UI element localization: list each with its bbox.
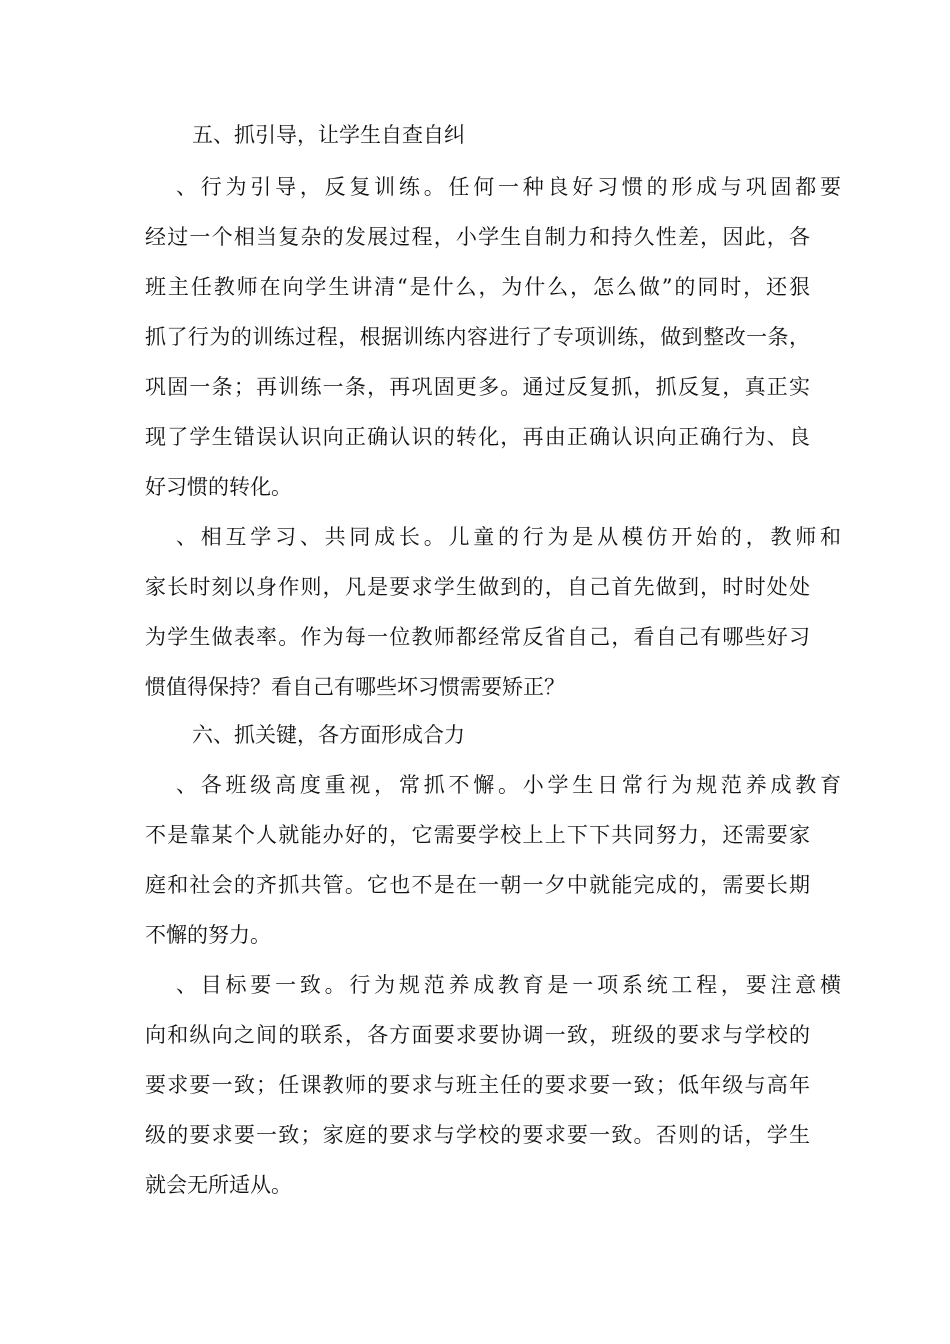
- paragraph-line: 巩固一条；再训练一条，再巩固更多。通过反复抓，抓反复，真正实: [145, 375, 810, 399]
- paragraph-line: 经过一个相当复杂的发展过程，小学生自制力和持久性差，因此，各: [145, 225, 810, 249]
- paragraph-line: 庭和社会的齐抓共管。它也不是在一朝一夕中就能完成的，需要长期: [145, 873, 810, 897]
- paragraph-line: 向和纵向之间的联系，各方面要求要协调一致，班级的要求与学校的: [145, 1023, 810, 1047]
- paragraph-line: 要求要一致；任课教师的要求与班主任的要求要一致；低年级与高年: [145, 1073, 810, 1097]
- paragraph-line: 抓了行为的训练过程，根据训练内容进行了专项训练，做到整改一条，: [145, 325, 810, 349]
- paragraph-line: 级的要求要一致；家庭的要求与学校的要求要一致。否则的话，学生: [145, 1123, 810, 1147]
- paragraph-line: 好习惯的转化。: [145, 475, 292, 499]
- paragraph-line: 、目标要一致。行为规范养成教育是一项系统工程，要注意横: [176, 973, 841, 997]
- section-heading-five: 五、抓引导，让学生自查自纠: [192, 123, 465, 147]
- paragraph-line: 、各班级高度重视，常抓不懈。小学生日常行为规范养成教育: [176, 773, 841, 797]
- paragraph-line: 班主任教师在向学生讲清“是什么，为什么，怎么做”的同时，还狠: [145, 275, 810, 299]
- paragraph-line: 为学生做表率。作为每一位教师都经常反省自己，看自己有哪些好习: [145, 625, 810, 649]
- section-heading-six: 六、抓关键，各方面形成合力: [192, 723, 465, 747]
- paragraph-line: 不懈的努力。: [145, 923, 271, 947]
- paragraph-line: 就会无所适从。: [145, 1173, 292, 1197]
- paragraph-line: 、行为引导，反复训练。任何一种良好习惯的形成与巩固都要: [176, 175, 841, 199]
- paragraph-line: 现了学生错误认识向正确认识的转化，再由正确认识向正确行为、良: [145, 425, 810, 449]
- paragraph-line: 、相互学习、共同成长。儿童的行为是从模仿开始的，教师和: [176, 525, 841, 549]
- paragraph-line: 惯值得保持？看自己有哪些坏习惯需要矫正？: [145, 675, 565, 699]
- paragraph-line: 不是靠某个人就能办好的，它需要学校上上下下共同努力，还需要家: [145, 823, 810, 847]
- paragraph-line: 家长时刻以身作则，凡是要求学生做到的，自己首先做到，时时处处: [145, 575, 810, 599]
